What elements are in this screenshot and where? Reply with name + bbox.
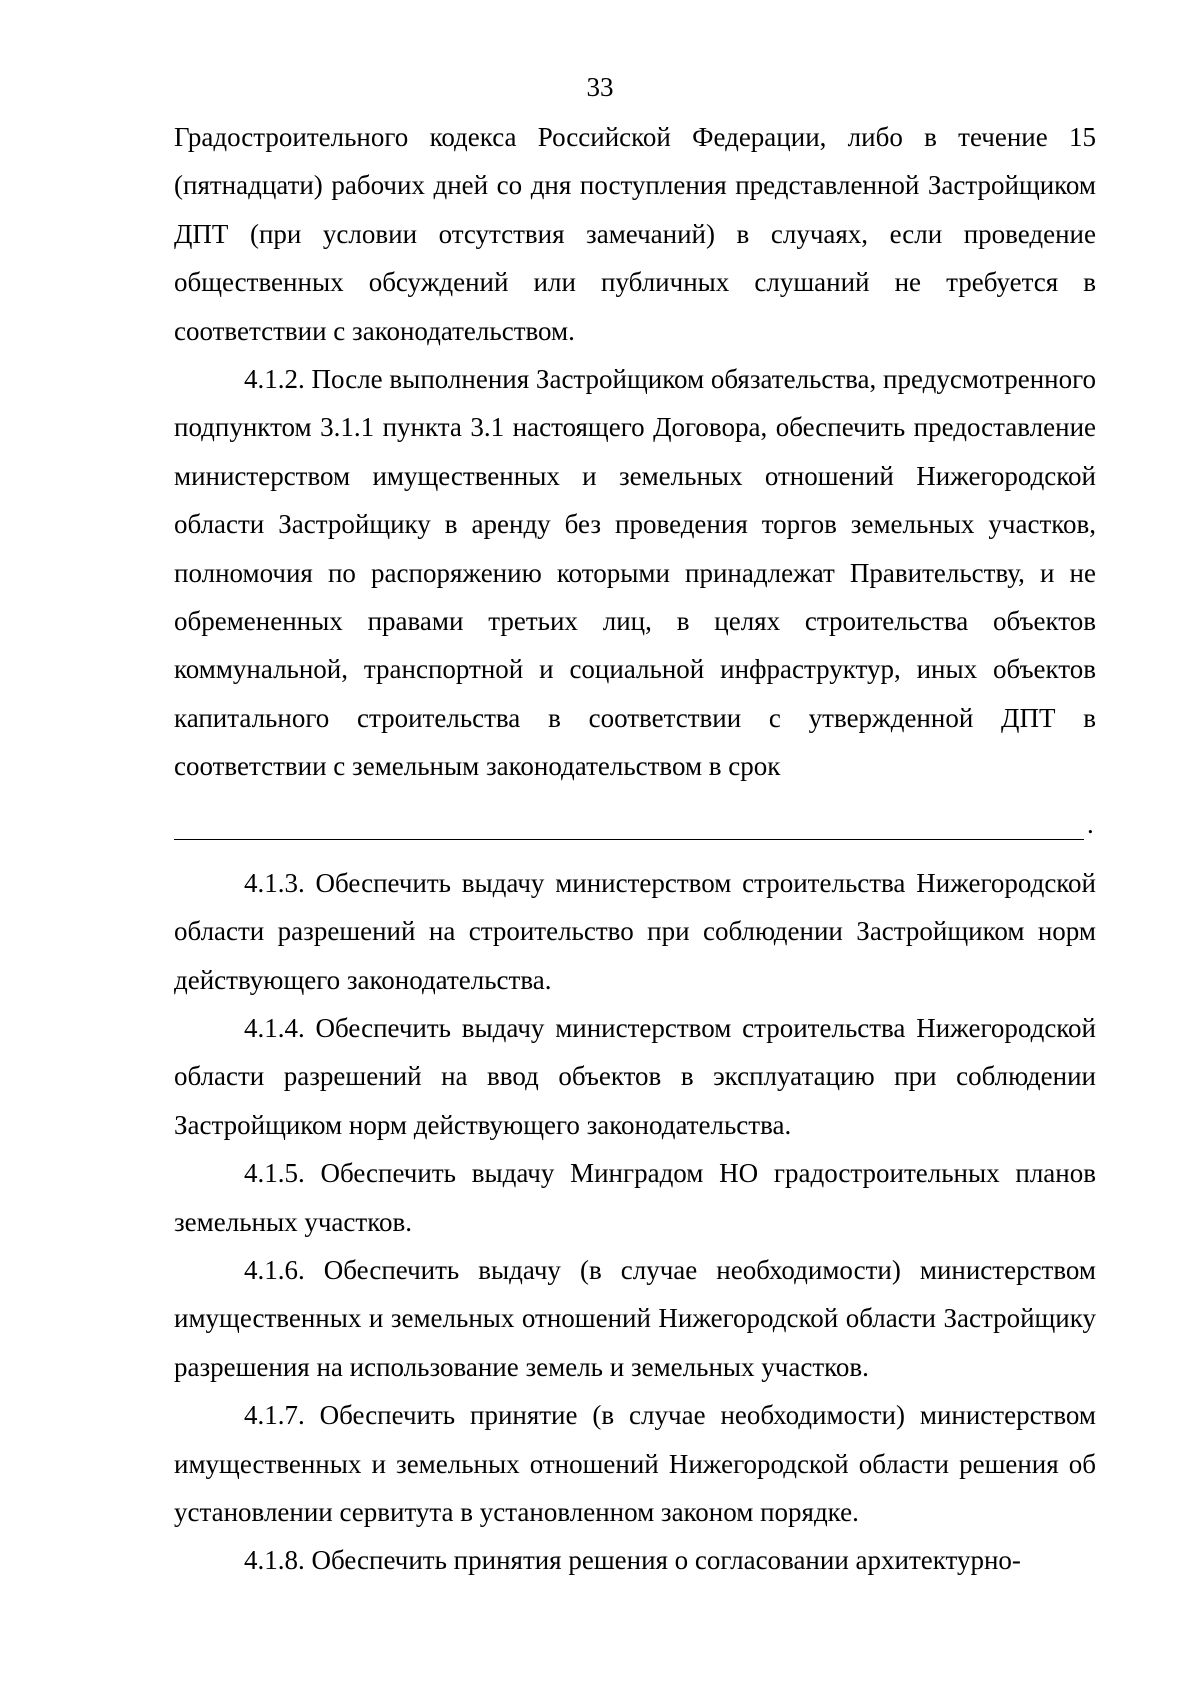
document-body (174, 113, 1096, 1585)
paragraph-4-1-5: 4.1.5. Обеспечить выдачу Минградом НО градостроительных планов земельных участков. (174, 1158, 1096, 1237)
paragraph-spacer (174, 847, 1096, 859)
paragraph-4-1-8: 4.1.8. Обеспечить принятия решения о согласовании архитектурно- (244, 1545, 1021, 1576)
page-number: 33 (586, 72, 614, 102)
blank-fill-line (174, 791, 1096, 847)
paragraph-4-1-2: 4.1.2. После выполнения Застройщиком обязательства, предусмотренного подпунктом 3.1.1 пункта 3.1 настоящего Договора, обеспечить предоставление министерством имущественных и земельных отношений Нижегородской области Застройщику в аренду без проведения торгов земельных участков, полномочия по распоряжению которыми принадлежат Правительству, и не обремененных правами третьих лиц, в целях строительства объектов коммунальной, транспортной и социальной инфраструктур, иных объектов капитального строительства в соответствии с утвержденной ДПТ в соответствии с земельным законодательством в срок (174, 364, 1096, 782)
paragraph-4-1-7: 4.1.7. Обеспечить принятие (в случае необходимости) министерством имущественных и земельных отношений Нижегородской области решения об установлении сервитута в установленном законом порядке. (174, 1400, 1096, 1527)
paragraph-intro: Градостроительного кодекса Российской Федерации, либо в течение 15 (пятнадцати) рабочих дней со дня поступления представленной Застройщиком ДПТ (при условии отсутствия замечаний) в случаях, если проведение общественных обсуждений или публичных слушаний не требуется в соответствии с законодательством. (174, 122, 1096, 346)
paragraph-4-1-3: 4.1.3. Обеспечить выдачу министерством строительства Нижегородской области разрешений на строительство при соблюдении Застройщиком норм действующего законодательства. (174, 867, 1096, 995)
blank-line-period: . (1087, 808, 1094, 839)
paragraph-4-1-4: 4.1.4. Обеспечить выдачу министерством строительства Нижегородской области разрешений на ввод объектов в эксплуатацию при соблюдении Застройщиком норм действующего законодательства. (174, 1012, 1096, 1140)
paragraph-4-1-6: 4.1.6. Обеспечить выдачу (в случае необходимости) министерством имущественных и земельных отношений Нижегородской области Застройщику разрешения на использование земель и земельных участков. (174, 1254, 1096, 1382)
fill-in-underline (174, 839, 1084, 840)
